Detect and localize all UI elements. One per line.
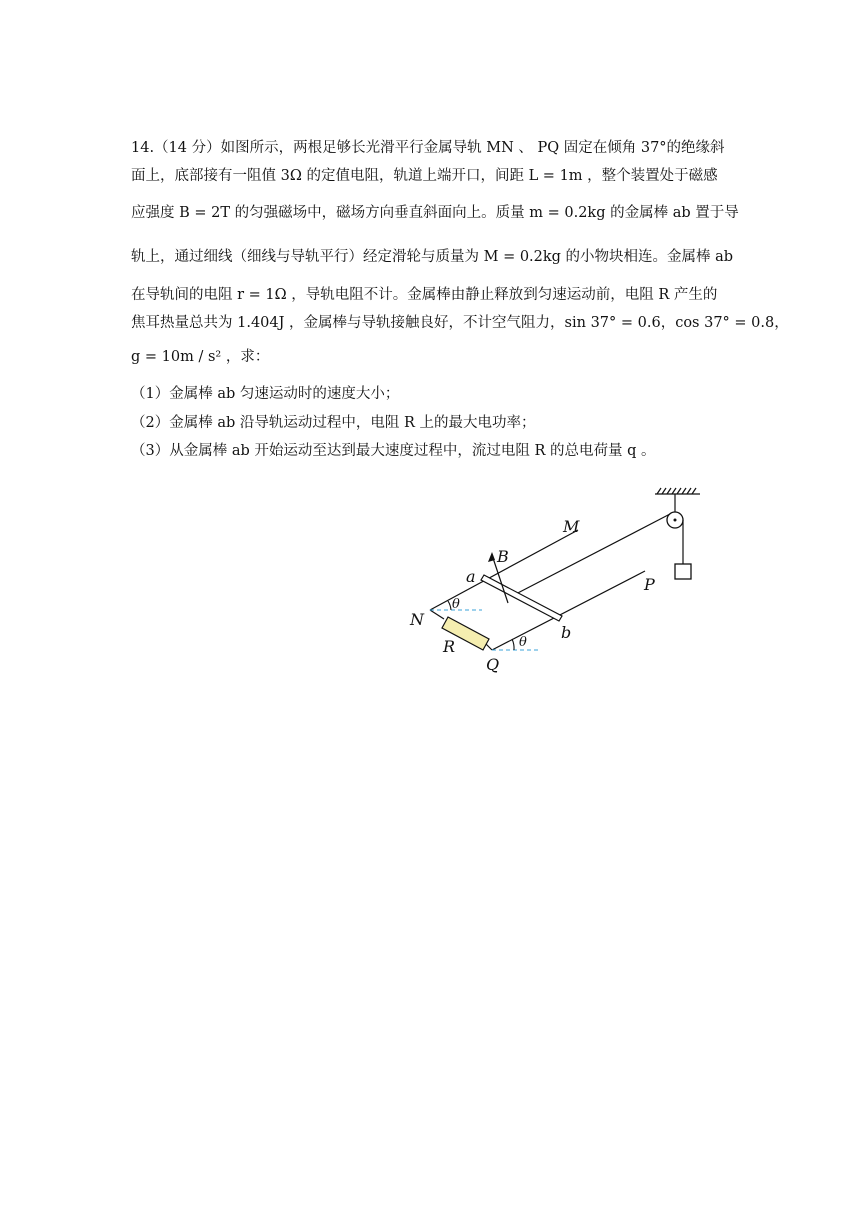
label-theta-N: θ xyxy=(452,597,460,612)
angle-arc-N xyxy=(448,601,451,610)
label-Q: Q xyxy=(486,655,500,674)
problem-line-2: 面上，底部接有一阻值 3Ω 的定值电阻，轨道上端开口，间距 L = 1m ，整个装置处于磁感 xyxy=(131,168,718,184)
physics-diagram xyxy=(400,478,720,678)
label-b: b xyxy=(561,623,572,642)
problem-line-6: 焦耳热量总共为 1.404J ，金属棒与导轨接触良好，不计空气阻力，sin 37° = 0.6，cos 37° = 0.8， xyxy=(131,315,789,331)
label-R: R xyxy=(443,637,456,656)
incline-rail-figure xyxy=(400,478,720,678)
question-1: （1）金属棒 ab 匀速运动时的速度大小； xyxy=(131,386,400,402)
metal-bar-ab xyxy=(481,575,562,621)
question-2: （2）金属棒 ab 沿导轨运动过程中，电阻 R 上的最大电功率； xyxy=(131,415,536,431)
ceiling-support xyxy=(655,488,700,512)
question-3: （3）从金属棒 ab 开始运动至达到最大速度过程中，流过电阻 R 的总电荷量 q 。 xyxy=(131,443,656,459)
label-N: N xyxy=(410,610,424,629)
problem-line-4: 轨上，通过细线（细线与导轨平行）经定滑轮与质量为 M = 0.2kg 的小物块相连。金属棒 ab xyxy=(131,249,734,265)
problem-line-3: 应强度 B = 2T 的匀强磁场中，磁场方向垂直斜面向上。质量 m = 0.2kg 的金属棒 ab 置于导 xyxy=(131,205,739,221)
angle-arc-Q xyxy=(512,639,514,650)
problem-line-5: 在导轨间的电阻 r = 1Ω ，导轨电阻不计。金属棒由静止释放到匀速运动前，电阻 R 产生的 xyxy=(131,287,718,303)
hanging-block xyxy=(675,564,691,579)
problem-line-7: g = 10m / s² ，求： xyxy=(131,349,270,365)
problem-line-1: 14.（14 分）如图所示，两根足够长光滑平行金属导轨 MN 、 PQ 固定在倾角 37°的绝缘斜 xyxy=(131,140,725,156)
label-B: B xyxy=(497,547,509,566)
label-M: M xyxy=(563,517,580,536)
label-theta-Q: θ xyxy=(519,635,527,650)
label-P: P xyxy=(644,575,655,594)
label-a: a xyxy=(466,567,476,586)
